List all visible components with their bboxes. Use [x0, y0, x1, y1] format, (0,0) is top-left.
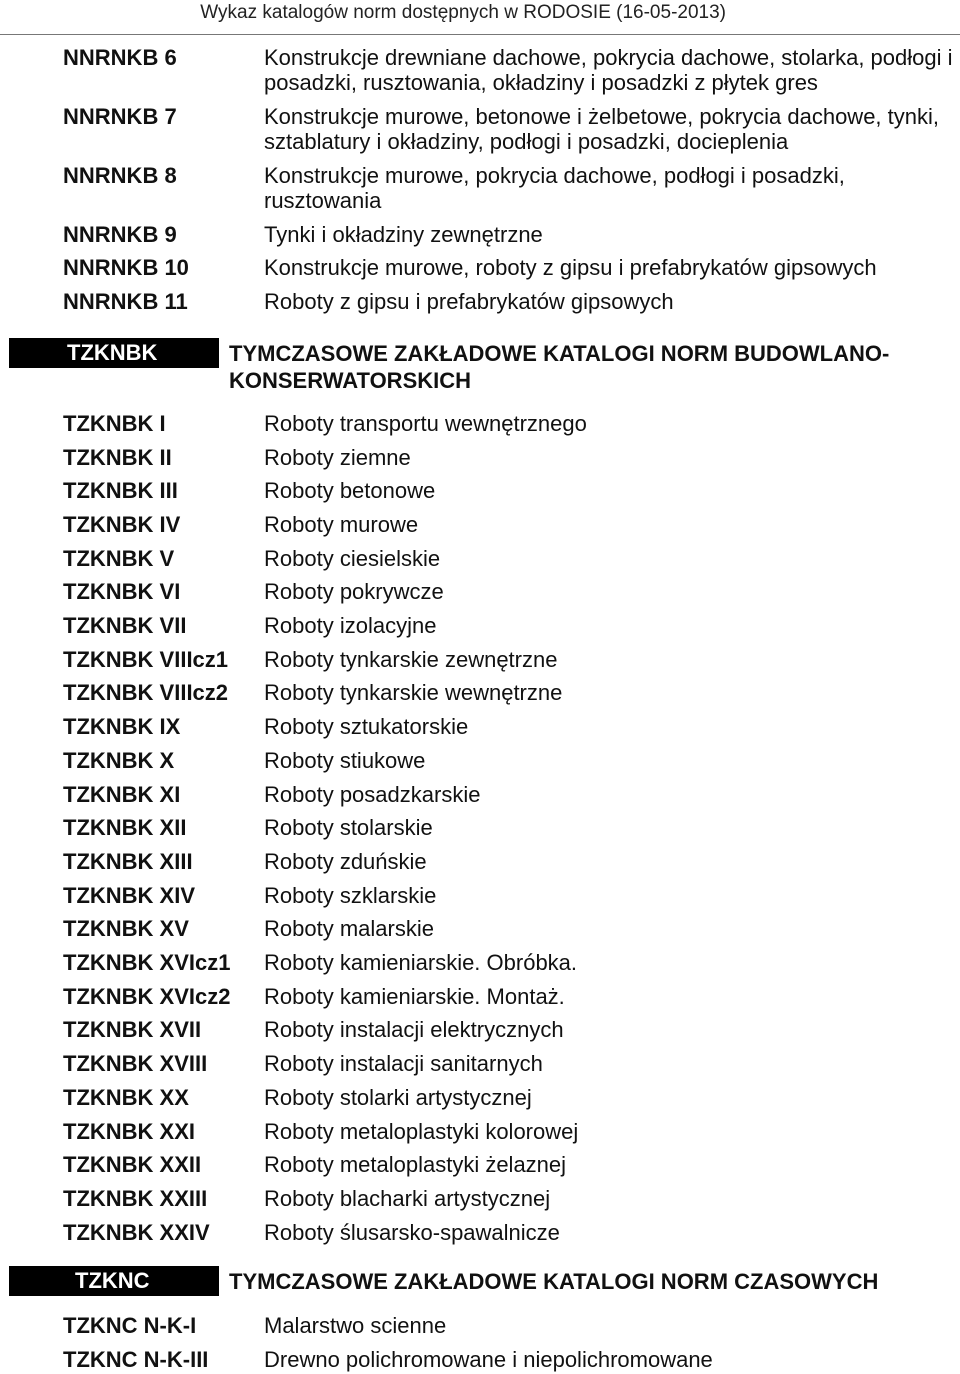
catalog-description: Roboty stolarki artystycznej [264, 1085, 532, 1110]
catalog-code: TZKNBK III [63, 478, 178, 503]
catalog-description: Roboty kamieniarskie. Obróbka. [264, 950, 578, 975]
page-header [0, 0, 960, 35]
catalog-code: NNRNKB 9 [63, 222, 177, 247]
catalog-description: Tynki i okładziny zewnętrzne [264, 222, 543, 247]
catalog-code: TZKNBK XVIcz2 [63, 984, 231, 1009]
catalog-description: Roboty instalacji elektrycznych [264, 1017, 564, 1042]
catalog-description: Roboty metaloplastyki żelaznej [264, 1152, 567, 1177]
catalog-code: TZKNBK XXI [63, 1119, 195, 1144]
catalog-description: Roboty tynkarskie zewnętrzne [264, 647, 558, 672]
catalog-description: Konstrukcje murowe, roboty z gipsu i prefabrykatów gipsowych [264, 255, 877, 280]
catalog-description: Konstrukcje murowe, pokrycia dachowe, podłogi i posadzki, rusztowania [264, 163, 845, 213]
catalog-description: Konstrukcje drewniane dachowe, pokrycia dachowe, stolarka, podłogi i posadzki, rusztowania, okładziny i posadzki z płytek gres [264, 45, 953, 95]
catalog-code: TZKNBK VIIIcz2 [63, 680, 229, 705]
section-title-line-1: TYMCZASOWE ZAKŁADOWE KATALOGI NORM BUDOWLANO- [229, 341, 890, 366]
catalog-description: Drewno polichromowane i niepolichromowane [264, 1347, 713, 1372]
catalog-code: TZKNC N-K-III [63, 1347, 209, 1372]
catalog-code: NNRNKB 11 [63, 289, 188, 314]
catalog-code: TZKNBK XXIV [63, 1220, 210, 1245]
catalog-code: NNRNKB 7 [63, 104, 177, 129]
catalog-code: TZKNBK X [63, 748, 175, 773]
catalog-code: TZKNBK IV [63, 512, 181, 537]
catalog-description: Roboty malarskie [264, 916, 434, 941]
catalog-code: TZKNBK IX [63, 714, 181, 739]
catalog-code: TZKNBK I [63, 411, 166, 436]
section-title [229, 340, 949, 394]
section-badge: TZKNBK [9, 338, 219, 368]
catalog-description: Roboty instalacji sanitarnych [264, 1051, 543, 1076]
section-title: TYMCZASOWE ZAKŁADOWE KATALOGI NORM CZASOWYCH [229, 1269, 879, 1294]
catalog-code: TZKNBK VI [63, 579, 181, 604]
catalog-description: Roboty sztukatorskie [264, 714, 469, 739]
header-title: Wykaz katalogów norm dostępnych w RODOSIE (16-05-2013) [200, 2, 726, 23]
catalog-description: Roboty betonowe [264, 478, 436, 503]
catalog-description: Roboty ślusarsko-spawalnicze [264, 1220, 560, 1245]
catalog-code: TZKNBK XII [63, 815, 187, 840]
catalog-description: Roboty z gipsu i prefabrykatów gipsowych [264, 289, 674, 314]
catalog-code: TZKNBK XXIII [63, 1186, 208, 1211]
catalog-description: Roboty transportu wewnętrznego [264, 411, 587, 436]
catalog-code: TZKNBK XXII [63, 1152, 202, 1177]
catalog-code: TZKNBK II [63, 445, 172, 470]
catalog-code: TZKNBK XVIII [63, 1051, 208, 1076]
catalog-code: TZKNBK XVII [63, 1017, 202, 1042]
catalog-code: TZKNBK XX [63, 1085, 189, 1110]
catalog-description: Roboty posadzkarskie [264, 782, 481, 807]
catalog-code: TZKNBK V [63, 546, 175, 571]
catalog-code: TZKNBK XVIcz1 [63, 950, 231, 975]
catalog-code: TZKNBK XI [63, 782, 181, 807]
catalog-description: Roboty izolacyjne [264, 613, 437, 638]
catalog-description: Roboty kamieniarskie. Montaż. [264, 984, 565, 1009]
catalog-code: TZKNC N-K-I [63, 1313, 197, 1338]
catalog-description: Malarstwo scienne [264, 1313, 447, 1338]
catalog-code: NNRNKB 8 [63, 163, 177, 188]
catalog-description: Roboty ziemne [264, 445, 411, 470]
catalog-code: TZKNBK XIII [63, 849, 193, 874]
section-badge: TZKNC [9, 1266, 219, 1296]
catalog-description: Roboty tynkarskie wewnętrzne [264, 680, 563, 705]
catalog-description: Konstrukcje murowe, betonowe i żelbetowe, pokrycia dachowe, tynki, sztablatury i okładziny, podłogi i posadzki, docieplenia [264, 104, 940, 154]
catalog-description: Roboty szklarskie [264, 883, 437, 908]
catalog-description: Roboty blacharki artystycznej [264, 1186, 551, 1211]
catalog-code: NNRNKB 6 [63, 45, 177, 70]
catalog-description: Roboty stiukowe [264, 748, 426, 773]
catalog-description: Roboty zduńskie [264, 849, 427, 874]
catalog-description: Roboty pokrywcze [264, 579, 444, 604]
catalog-code: TZKNBK VIIIcz1 [63, 647, 229, 672]
catalog-description: Roboty ciesielskie [264, 546, 441, 571]
catalog-description: Roboty murowe [264, 512, 419, 537]
catalog-description: Roboty metaloplastyki kolorowej [264, 1119, 579, 1144]
catalog-code: TZKNBK XV [63, 916, 189, 941]
section-title-line-2: KONSERWATORSKICH [229, 368, 472, 393]
catalog-description: Roboty stolarskie [264, 815, 433, 840]
catalog-code: TZKNBK VII [63, 613, 187, 638]
catalog-code: NNRNKB 10 [63, 255, 189, 280]
catalog-code: TZKNBK XIV [63, 883, 195, 908]
